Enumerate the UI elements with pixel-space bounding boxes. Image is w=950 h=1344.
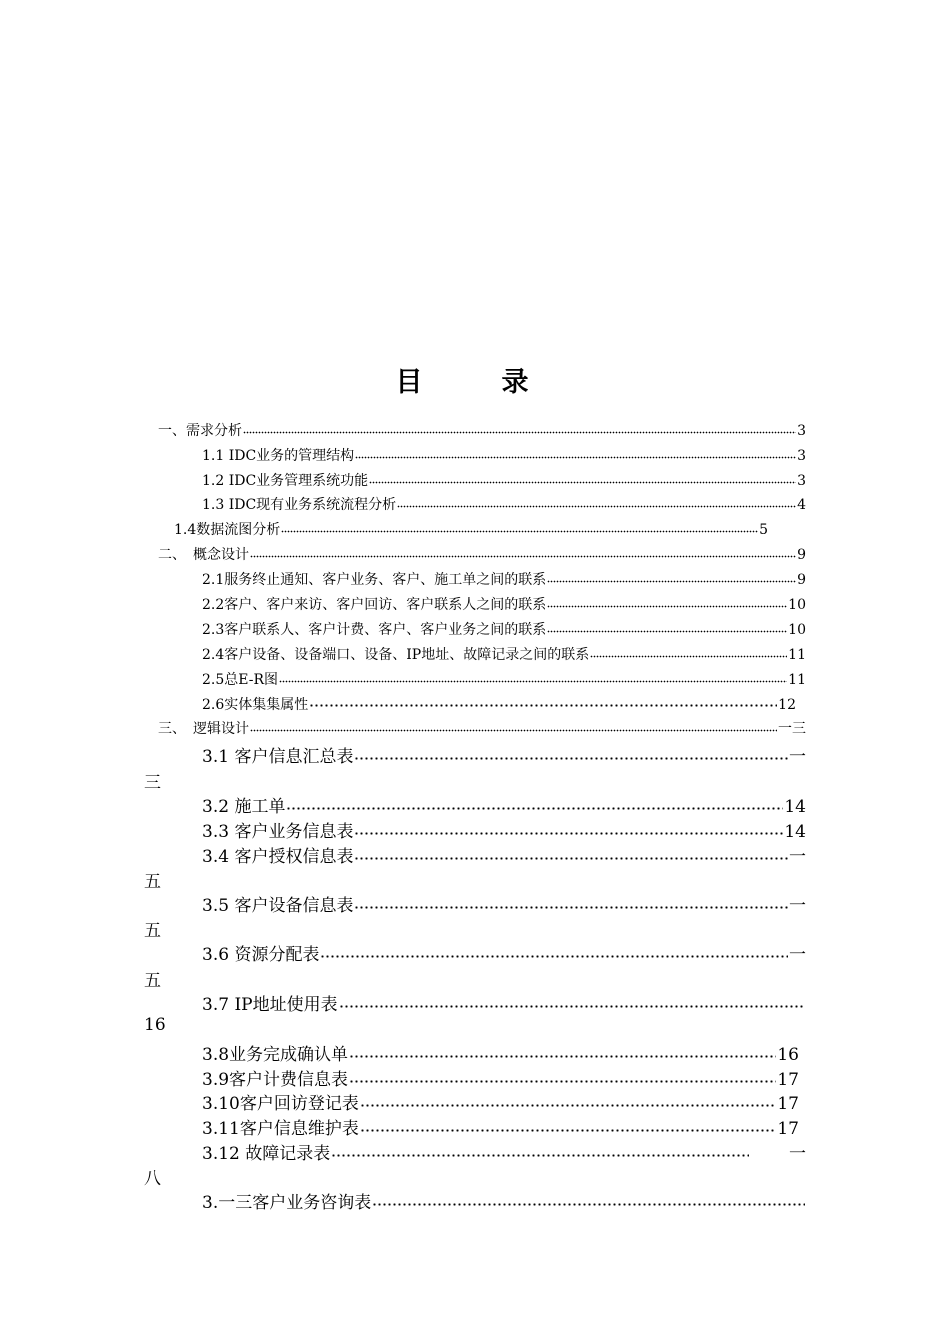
toc-entry[interactable] — [202, 792, 806, 817]
toc-entry-label: 1.1 IDC业务的管理结构 — [202, 448, 355, 464]
toc-entry[interactable] — [202, 1114, 799, 1139]
toc-entry[interactable] — [202, 891, 806, 916]
toc-entry[interactable] — [202, 1065, 799, 1090]
toc-entry[interactable] — [202, 842, 806, 867]
dot-leader — [339, 994, 805, 1010]
toc-entry[interactable] — [202, 1188, 806, 1213]
toc-entry-page: 3 — [797, 423, 806, 439]
toc-entry-page: 3 — [797, 448, 806, 464]
toc-entry[interactable] — [202, 990, 806, 1015]
dot-leader — [331, 1143, 749, 1159]
toc-entry[interactable] — [202, 1089, 799, 1114]
toc-entry-label: 3.12 故障记录表 — [202, 1144, 331, 1164]
toc-entry[interactable] — [202, 693, 796, 714]
toc-entry-page: 9 — [797, 547, 806, 563]
toc-entry-page: 一 — [789, 747, 806, 767]
toc-entry-page-wrap: 五 — [144, 872, 161, 892]
dot-leader — [360, 1118, 777, 1134]
toc-entry-page-wrap: 三 — [144, 773, 161, 793]
toc-entry-label: 3.2 施工单 — [202, 797, 286, 817]
toc-entry-page: 11 — [788, 672, 806, 688]
toc-entry-label: 三、 逻辑设计 — [158, 721, 249, 737]
dot-leader — [355, 446, 796, 460]
dot-leader — [354, 821, 783, 837]
dot-leader — [281, 520, 758, 534]
toc-entry-page: 17 — [777, 1119, 799, 1139]
toc-entry-page: 一 — [789, 1144, 806, 1164]
toc-entry-label: 2.2客户、客户来访、客户回访、客户联系人之间的联系 — [202, 597, 547, 613]
toc-entry[interactable] — [202, 1040, 799, 1065]
toc-entry[interactable] — [202, 644, 806, 664]
toc-entry-page: 一三 — [778, 721, 806, 737]
toc-entry-page: 14 — [784, 797, 806, 817]
toc-entry[interactable] — [158, 718, 806, 738]
dot-leader — [250, 545, 796, 559]
toc-entry-page-wrap: 八 — [144, 1169, 161, 1189]
toc-entry-page: 11 — [788, 647, 806, 663]
toc-entry-label: 3.一三客户业务咨询表 — [202, 1193, 372, 1213]
toc-entry-page: 16 — [777, 1045, 799, 1065]
dot-leader — [547, 595, 787, 609]
toc-entry-label: 1.3 IDC现有业务系统流程分析 — [202, 497, 397, 513]
dot-leader — [590, 645, 787, 659]
dot-leader — [279, 670, 787, 684]
toc-entry-page: 9 — [797, 572, 806, 588]
toc-entry-label: 二、 概念设计 — [158, 547, 249, 563]
toc-entry[interactable] — [202, 669, 806, 689]
toc-entry-label: 2.1服务终止通知、客户业务、客户、施工单之间的联系 — [202, 572, 547, 588]
dot-leader — [309, 693, 777, 709]
toc-entry[interactable] — [158, 420, 806, 440]
toc-entry-page: 17 — [777, 1070, 799, 1090]
dot-leader — [369, 471, 796, 485]
toc-entry-label: 2.6实体集集属性 — [202, 697, 309, 713]
toc-entry-label: 2.3客户联系人、客户计费、客户、客户业务之间的联系 — [202, 622, 547, 638]
toc-entry-page-wrap: 16 — [144, 1015, 166, 1035]
toc-entry-label: 3.5 客户设备信息表 — [202, 896, 354, 916]
toc-entry-label: 2.4客户设备、设备端口、设备、IP地址、故障记录之间的联系 — [202, 647, 590, 663]
toc-entry-label: 1.2 IDC业务管理系统功能 — [202, 473, 369, 489]
dot-leader — [349, 1069, 776, 1085]
dot-leader — [243, 421, 796, 435]
toc-entry-label: 一、需求分析 — [158, 423, 242, 439]
toc-entry-label: 2.5总E-R图 — [202, 672, 279, 688]
dot-leader — [354, 746, 788, 762]
toc-entry-page-wrap: 五 — [144, 921, 161, 941]
dot-leader — [360, 1093, 777, 1109]
dot-leader — [349, 1044, 776, 1060]
toc-entry-page: 4 — [797, 497, 806, 513]
toc-entry-label: 3.7 IP地址使用表 — [202, 995, 338, 1015]
dot-leader — [547, 570, 796, 584]
toc-entry-label: 3.1 客户信息汇总表 — [202, 747, 354, 767]
dot-leader — [354, 895, 788, 911]
toc-entry-page: 17 — [777, 1094, 799, 1114]
toc-entry-page: 一 — [789, 847, 806, 867]
toc-entry-page-wrap: 五 — [144, 971, 161, 991]
toc-entry-label: 1.4数据流图分析 — [174, 522, 281, 538]
toc-entry-label: 3.4 客户授权信息表 — [202, 847, 354, 867]
dot-leader — [547, 620, 787, 634]
dot-leader — [372, 1192, 805, 1208]
dot-leader — [354, 846, 788, 862]
toc-entry-page: 10 — [788, 597, 806, 613]
toc-entry[interactable] — [158, 544, 806, 564]
toc-entry[interactable] — [202, 494, 806, 514]
dot-leader — [286, 796, 783, 812]
toc-entry-label: 3.11客户信息维护表 — [202, 1119, 359, 1139]
toc-entry-page: 12 — [778, 697, 796, 713]
toc-entry[interactable] — [202, 1139, 806, 1164]
toc-entry[interactable] — [174, 519, 768, 539]
toc-entry-page: 一 — [789, 945, 806, 965]
toc-entry-page: 14 — [784, 822, 806, 842]
toc-entry-page: 一 — [789, 896, 806, 916]
dot-leader — [397, 495, 796, 509]
toc-entry[interactable] — [202, 594, 806, 614]
toc-entry[interactable] — [202, 470, 806, 490]
toc-entry-label: 3.9客户计费信息表 — [202, 1070, 349, 1090]
toc-entry-label: 3.3 客户业务信息表 — [202, 822, 354, 842]
toc-entry[interactable] — [202, 742, 806, 767]
toc-entry[interactable] — [202, 619, 806, 639]
dot-leader — [320, 944, 788, 960]
toc-entry-page: 10 — [788, 622, 806, 638]
toc-entry-label: 3.6 资源分配表 — [202, 945, 320, 965]
toc-entry[interactable] — [202, 569, 806, 589]
toc-entry[interactable] — [202, 940, 806, 965]
toc-entry-page: 5 — [759, 522, 768, 538]
toc-entry[interactable] — [202, 445, 806, 465]
toc-entry-page: 3 — [797, 473, 806, 489]
dot-leader — [250, 719, 777, 733]
toc-entry-label: 3.8业务完成确认单 — [202, 1045, 349, 1065]
toc-entry-label: 3.10客户回访登记表 — [202, 1094, 359, 1114]
toc-entry[interactable] — [202, 817, 806, 842]
page-title: 目 录 — [395, 367, 555, 398]
